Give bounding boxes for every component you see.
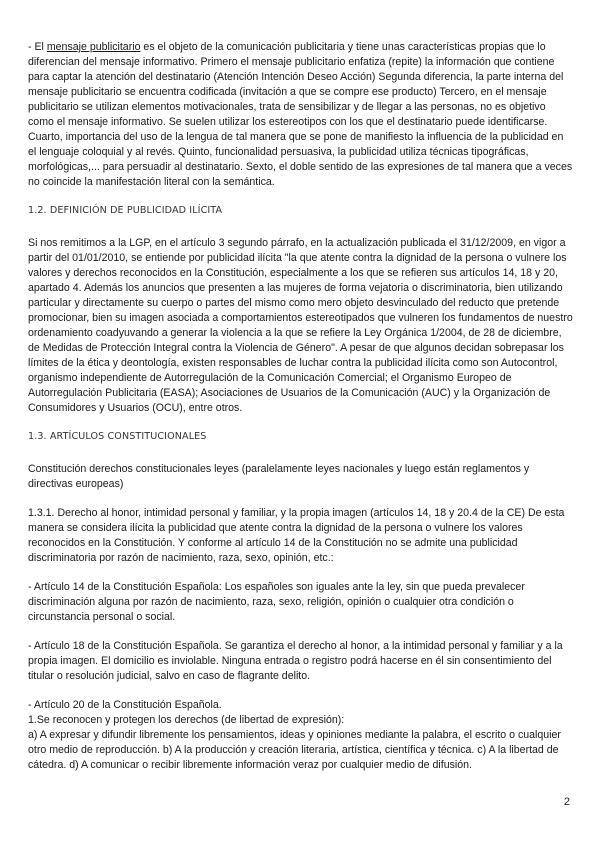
article-20-item-1: 1.Se reconocen y protegen los derechos (de libertad de expresión): xyxy=(28,714,345,726)
intro-paragraph: - El mensaje publicitario es el objeto de la comunicación publicitaria y tiene unas características propias que lo diferencian del mensaje informativo. Primero el mensaje publicitario enfatiza (repite) la información que contiene para captar la atención del destinatario (Atención Intención Deseo Acción) Segunda diferencia, la parte interna del mensaje publicitario se encuentra codificada (invitación a que se compre ese producto) Tercero, en el mensaje publicitario se utilizan elementos motivacionales, trata de sensibilizar y de llegar a las personas, no es objetivo como el mensaje informativo. Se suelen utilizar los estereotipos con los que el destinatario puede identificarse. Cuarto, importancia del uso de la lengua de tal manera que se pone de manifiesto la influencia de la publicidad en el lenguaje coloquial y al revés. Quinto, funcionalidad persuasiva, la publicidad utiliza técnicas tipográficas, morfológicas,... para persuadir al destinatario. Sexto, el doble sentido de las expresiones de tal manera que a veces no coincide la manifestación literal con la semántica. xyxy=(28,41,573,188)
article-20-title: - Artículo 20 de la Constitución Española. xyxy=(28,699,222,711)
page-number: 2 xyxy=(563,796,570,808)
section-1-2-body: Si nos remitimos a la LGP, en el artículo 3 segundo párrafo, en la actualización publicada el 31/12/2009, en vigor a partir del 01/01/2010, se entiende por publicidad ilícita "la que atente contra la dignidad de la persona o vulnere los valores y derechos reconocidos en la Constitución, especialmente a los que se refieren sus artículos 14, 18 y 20, apartado 4. Además los anuncios que presenten a las mujeres de forma vejatoria o discriminatoria, bien utilizando particular y directamente su cuerpo o partes del mismo como mero objeto desvinculado del reducto que pretende promocionar, bien su imagen asociada a comportamientos estereotipados que vulneren los fundamentos de nuestro ordenamiento coadyuvando a generar la violencia a la que se refiere la Ley Orgánica 1/2004, de 28 de diciembre, de Medidas de Protección Integral contra la Violencia de Género". A pesar de que algunos decidan sobrepasar los límites de la ética y deontología, existen responsables de luchar contra la publicidad ilícita como son Autocontrol, organismo independiente de Autorregulación de la Comunicación Comercial; el Organismo Europeo de Autorregulación Publicitaria (EASA); Asociaciones de Usuarios de la Comunicación (AUC) y la Organización de Consumidores y Usuarios (OCU), entre otros. xyxy=(28,237,573,414)
constitucion-paragraph: Constitución derechos constitucionales leyes (paralelamente leyes nacionales y luego están reglamentos y directivas europeas) xyxy=(28,463,530,490)
section-1-3-heading: 1.3. ARTÍCULOS CONSTITUCIONALES xyxy=(28,431,207,442)
article-20-block xyxy=(28,698,574,773)
section-1-2-heading: 1.2. DEFINICIÓN DE PUBLICIDAD ILÍCITA xyxy=(28,205,223,216)
article-1-3-1-paragraph: 1.3.1. Derecho al honor, intimidad personal y familiar, y la propia imagen (artículos 14, 18 y 20.4 de la CE) De esta manera se considera ilícita la publicidad que atente contra la dignidad de la persona o vulnere los valores reconocidos en la Constitución. Y conforme al artículo 14 de la Constitución no se admite una publicidad discriminatoria por razón de nacimiento, raza, sexo, opinión, etc.: xyxy=(28,507,565,564)
mensaje-publicitario-link[interactable]: mensaje publicitario xyxy=(46,41,141,53)
article-14-paragraph: - Artículo 14 de la Constitución Española: Los españoles son iguales ante la ley, sin que pueda prevalecer discriminación alguna por razón de nacimiento, raza, sexo, religión, opinión o cualquier otra condición o circunstancia personal o social. xyxy=(28,581,525,623)
article-20-body: a) A expresar y difundir libremente los pensamientos, ideas y opiniones mediante la palabra, el escrito o cualquier otro medio de reproducción. b) A la producción y creación literaria, artística, científica y técnica. c) A la libertad de cátedra. d) A comunicar o recibir libremente información veraz por cualquier medio de difusión. xyxy=(28,729,561,771)
document-page xyxy=(28,40,574,787)
article-18-paragraph: - Artículo 18 de la Constitución Española. Se garantiza el derecho al honor, a la intimidad personal y familiar y a la propia imagen. El domicilio es inviolable. Ninguna entrada o registro podrá hacerse en él sin consentimiento del titular o resolución judicial, salvo en caso de flagrante delito. xyxy=(28,640,563,682)
